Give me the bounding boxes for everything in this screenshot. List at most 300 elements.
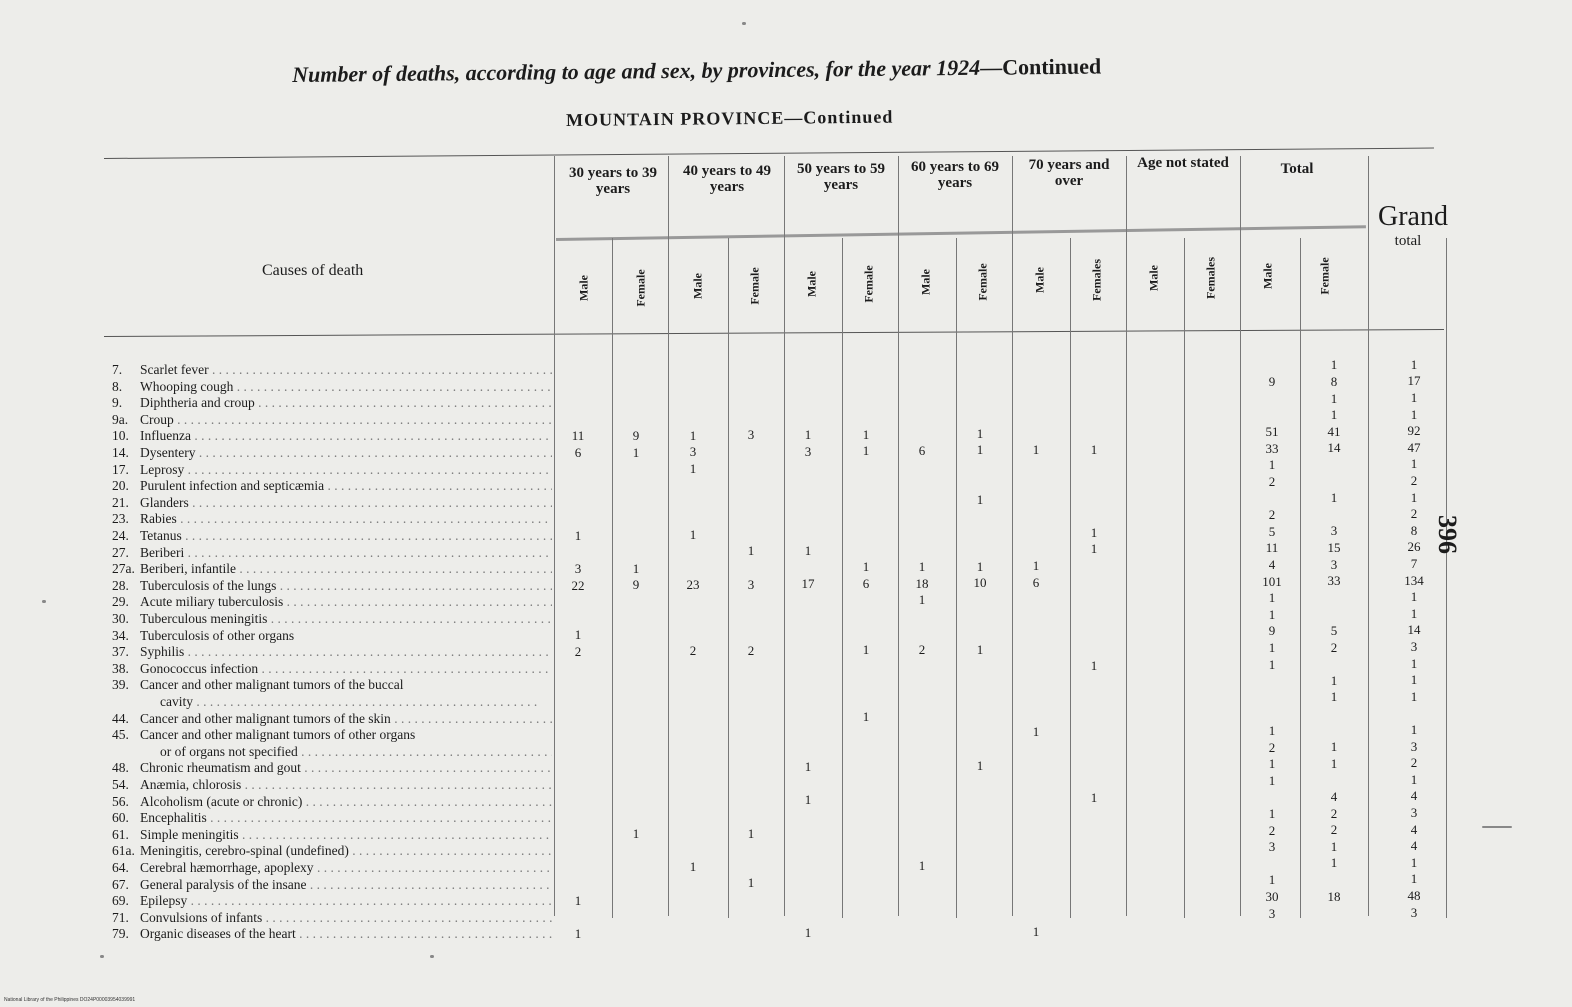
cell-tf: 8: [1330, 373, 1338, 389]
cause-number: 64.: [112, 860, 129, 875]
cause-label: [112, 677, 552, 693]
cause-name: General paralysis of the insane: [140, 876, 307, 892]
cell-tm: 1: [1268, 872, 1276, 888]
cell-tf: 18: [1327, 888, 1341, 904]
grand-total-line2: total: [1394, 233, 1422, 249]
cause-number: 14.: [112, 445, 129, 460]
cell-m30: 1: [574, 627, 582, 643]
subheader-female-4: [975, 252, 991, 312]
cell-m50: 1: [804, 426, 812, 442]
paper-speck: [100, 955, 104, 958]
cause-name: Diphtheria and croup: [140, 395, 255, 411]
cell-tf: 33: [1327, 573, 1341, 589]
subheader-female-7: [1317, 246, 1333, 306]
cell-f40: 2: [747, 643, 755, 659]
column-rule: [554, 156, 555, 916]
subheader-male-6: [1146, 248, 1162, 308]
cell-m40: 1: [689, 460, 697, 476]
cell-f60: 1: [976, 442, 984, 458]
cell-gt: 1: [1410, 871, 1418, 887]
cell-gt: 1: [1410, 406, 1418, 422]
cell-gt: 134: [1404, 572, 1424, 588]
cell-tm: 5: [1268, 523, 1276, 539]
cell-tf: 1: [1330, 357, 1338, 373]
cell-m30: 1: [574, 527, 582, 543]
cell-m60: 2: [918, 642, 926, 658]
subheader-male-7: [1260, 246, 1276, 306]
cause-name: Scarlet fever: [140, 362, 209, 377]
cell-tm: 4: [1268, 556, 1276, 572]
cell-m30: 1: [574, 926, 582, 942]
subheader-label: Male: [1146, 265, 1161, 291]
cell-gt: 1: [1410, 390, 1418, 406]
cause-label: [112, 379, 552, 395]
cell-tf: 1: [1330, 855, 1338, 871]
cause-name: Influenza: [140, 428, 191, 444]
title-continued: —Continued: [980, 53, 1102, 80]
cause-name: Syphilis: [140, 644, 185, 660]
cause-label: [112, 661, 552, 677]
cell-gt: 14: [1407, 622, 1421, 638]
cause-name: Alcoholism (acute or chronic): [140, 793, 303, 809]
cell-gt: 1: [1410, 771, 1418, 787]
cell-m70: 1: [1032, 558, 1040, 574]
cause-number: 17.: [112, 461, 129, 477]
cell-f40: 1: [747, 825, 755, 841]
cell-f40: 3: [747, 427, 755, 443]
cause-label: [112, 395, 552, 411]
cell-tm: 9: [1268, 623, 1276, 639]
cause-label: [112, 827, 552, 843]
cause-name: Chronic rheumatism and gout: [140, 760, 301, 776]
cell-tm: 101: [1262, 573, 1282, 589]
cause-name: Glanders: [140, 494, 189, 510]
cell-gt: 1: [1410, 589, 1418, 605]
cause-number: 79.: [112, 926, 129, 942]
cell-gt: 3: [1410, 738, 1418, 754]
column-rule: [784, 156, 785, 916]
cell-tm: 1: [1268, 772, 1276, 788]
cause-label: [112, 545, 552, 561]
cell-gt: 1: [1410, 356, 1418, 372]
table-top-rule: [104, 148, 1434, 159]
cause-label: [112, 412, 552, 428]
cause-name: Whooping cough: [140, 378, 234, 394]
cause-number: 23.: [112, 511, 129, 527]
cell-tm: 1: [1268, 756, 1276, 772]
causes-of-death-header: Causes of death: [262, 262, 364, 279]
cell-gt: 2: [1410, 755, 1418, 771]
cell-m40: 2: [689, 643, 697, 659]
cause-label: [112, 843, 552, 859]
cause-name: Gonococcus infection: [140, 660, 259, 676]
cause-label: [112, 711, 552, 727]
cell-f30: 9: [632, 577, 640, 593]
cell-tf: 1: [1330, 689, 1338, 705]
subheader-male-3: [804, 254, 820, 314]
subheader-male-1: [576, 258, 592, 318]
cause-label: [112, 893, 552, 909]
subheader-female-6: [1203, 248, 1219, 308]
cell-tf: 2: [1330, 639, 1338, 655]
subheader-label: Female: [633, 269, 648, 307]
cell-tm: 1: [1268, 639, 1276, 655]
cell-m60: 1: [918, 592, 926, 608]
cell-gt: 1: [1410, 722, 1418, 738]
cause-label: [112, 561, 552, 577]
cell-gt: 92: [1407, 423, 1421, 439]
cell-m50: 1: [804, 924, 812, 940]
cell-tf: 15: [1327, 539, 1341, 555]
cause-number: 9.: [112, 395, 123, 411]
cell-tm: 2: [1268, 822, 1276, 838]
cell-f30: 1: [632, 560, 640, 576]
cell-m30: 6: [574, 444, 582, 460]
cause-label: [112, 760, 552, 776]
cell-tf: 2: [1330, 805, 1338, 821]
cell-tf: 1: [1330, 838, 1338, 854]
paper-speck: [742, 22, 746, 25]
page-title: [292, 52, 1292, 88]
cell-tf: 2: [1330, 822, 1338, 838]
cause-number: 71.: [112, 909, 129, 925]
cause-label: [112, 594, 552, 610]
cell-gt: 1: [1410, 672, 1418, 688]
cell-f60: 1: [976, 757, 984, 773]
cell-tm: 3: [1268, 839, 1276, 855]
cause-number: 60.: [112, 810, 129, 826]
paper-speck: [430, 955, 434, 958]
cause-label: [112, 462, 552, 478]
cell-gt: 1: [1410, 489, 1418, 505]
cause-label: [112, 926, 552, 942]
cause-number: 48.: [112, 760, 129, 776]
cell-tm: 3: [1268, 905, 1276, 921]
group-header-3: 50 years to 59 years: [797, 161, 885, 193]
cause-name: Cancer and other malignant tumors of the skin: [140, 710, 391, 726]
cause-number: 7.: [112, 362, 123, 377]
column-rule: [842, 238, 843, 918]
cause-number: 9a.: [112, 411, 129, 427]
cause-number: 37.: [112, 644, 129, 660]
column-rule: [1070, 238, 1071, 918]
cell-gt: 1: [1410, 688, 1418, 704]
cell-m30: 3: [574, 561, 582, 577]
cell-tf: 1: [1330, 390, 1338, 406]
cause-name: Tuberculous meningitis: [140, 611, 268, 626]
cause-number: 34.: [112, 627, 129, 643]
cell-tm: 51: [1265, 424, 1279, 440]
cell-m30: 1: [574, 893, 582, 909]
cause-name: Purulent infection and septicæmia: [140, 478, 325, 494]
cause-name: or of organs not specified: [160, 743, 298, 759]
cause-label: [112, 428, 552, 444]
cell-m50: 1: [804, 792, 812, 808]
subheader-male-5: [1032, 250, 1048, 310]
subheader-female-3: [861, 254, 877, 314]
group-header-2: 40 years to 49 years: [683, 163, 771, 195]
cause-label: [112, 860, 552, 876]
subheader-label: Male: [690, 273, 705, 299]
cell-m40: 1: [689, 427, 697, 443]
cause-number: 30.: [112, 611, 129, 626]
cause-label: [112, 644, 552, 660]
cell-m40: 3: [689, 444, 697, 460]
group-header-4: 60 years to 69 years: [911, 159, 999, 191]
cell-m30: 22: [571, 577, 585, 593]
subheader-male-2: [690, 256, 706, 316]
cause-label: [112, 794, 552, 810]
cell-f50: 1: [862, 426, 870, 442]
page-number: 396: [1433, 515, 1462, 554]
cell-f50: 1: [862, 708, 870, 724]
subheader-label: Male: [918, 269, 933, 295]
cell-m40: 1: [689, 527, 697, 543]
cell-f50: 1: [862, 443, 870, 459]
cause-label: [112, 578, 552, 594]
paper-speck: [42, 600, 46, 603]
cause-number: 10.: [112, 428, 129, 444]
column-rule: [1240, 156, 1241, 916]
cell-tf: 1: [1330, 672, 1338, 688]
cell-m60: 1: [918, 559, 926, 575]
cell-m50: 1: [804, 758, 812, 774]
subheader-female-1: [633, 258, 649, 318]
cause-number: 54.: [112, 777, 129, 792]
cause-name: Beriberi, infantile: [140, 561, 236, 577]
cell-tf: 5: [1330, 622, 1338, 638]
cause-number: 20.: [112, 478, 129, 494]
cause-label: [112, 777, 552, 793]
cell-tm: 1: [1268, 457, 1276, 473]
cause-name: cavity: [160, 694, 193, 709]
column-rule: [1126, 156, 1127, 916]
subheader-label: Male: [1260, 263, 1275, 289]
cause-label: [112, 810, 552, 826]
cause-number: 27a.: [112, 561, 135, 577]
cause-name: Anæmia, chlorosis: [140, 777, 242, 792]
cell-gt: 3: [1410, 805, 1418, 821]
cell-gt: 3: [1410, 904, 1418, 920]
cell-gt: 1: [1410, 605, 1418, 621]
cause-name: Croup: [140, 411, 174, 427]
cell-m50: 17: [801, 576, 815, 592]
cell-tf: 4: [1330, 788, 1338, 804]
cause-number: 24.: [112, 528, 129, 543]
cell-tm: 30: [1265, 888, 1279, 904]
cause-name: Rabies: [140, 511, 177, 527]
cell-f30: 1: [632, 826, 640, 842]
cause-name: Dysentery: [140, 445, 196, 460]
cell-tf: 1: [1330, 407, 1338, 423]
column-rule: [1368, 156, 1369, 916]
subheader-male-4: [918, 252, 934, 312]
subheader-female-2: [747, 256, 763, 316]
cell-gt: 17: [1407, 373, 1421, 389]
column-rule: [668, 156, 669, 916]
cause-name: Tetanus: [140, 528, 182, 543]
cell-tm: 1: [1268, 805, 1276, 821]
cell-f50: 1: [862, 642, 870, 658]
cell-gt: 26: [1407, 539, 1421, 555]
column-rule: [898, 156, 899, 916]
cell-tf: 1: [1330, 739, 1338, 755]
paper-speck: [1482, 826, 1512, 828]
cell-f60: 1: [976, 558, 984, 574]
subheader-label: Female: [975, 263, 990, 301]
subheader-label: Females: [1203, 257, 1218, 299]
cause-number: 27.: [112, 544, 129, 560]
subheader-label: Male: [1032, 267, 1047, 293]
cause-number: 69.: [112, 893, 129, 909]
column-rule: [612, 238, 613, 918]
cell-tm: 1: [1268, 590, 1276, 606]
cause-name: Cancer and other malignant tumors of the buccal: [140, 677, 404, 693]
column-rule: [956, 238, 957, 918]
cell-gt: 1: [1410, 655, 1418, 671]
cause-name: Tuberculosis of other organs: [140, 627, 295, 643]
subheader-female-5: [1089, 250, 1105, 310]
cell-tm: 2: [1268, 739, 1276, 755]
cause-name: Cancer and other malignant tumors of other organs: [140, 727, 416, 743]
cell-gt: 4: [1410, 788, 1418, 804]
cell-m50: 1: [804, 543, 812, 559]
cell-tf: 1: [1330, 490, 1338, 506]
cause-label: [112, 628, 552, 644]
cell-gt: 47: [1407, 439, 1421, 455]
cell-f70: 1: [1090, 441, 1098, 457]
cause-name: Epilepsy: [140, 893, 188, 909]
cell-m60: 6: [918, 442, 926, 458]
subheader-label: Male: [804, 271, 819, 297]
cell-m40: 1: [689, 859, 697, 875]
cell-f40: 1: [747, 543, 755, 559]
group-rule: [556, 225, 1366, 241]
cause-label: [112, 362, 552, 378]
group-header-6: Age not stated: [1137, 155, 1229, 171]
column-rule: [728, 238, 729, 918]
cause-name: Acute miliary tuberculosis: [140, 594, 284, 610]
group-header-5: 70 years and over: [1028, 157, 1110, 189]
cell-m30: 11: [571, 428, 585, 444]
cell-gt: 4: [1410, 821, 1418, 837]
cause-name: Organic diseases of the heart: [140, 926, 296, 942]
cell-gt: 1: [1410, 456, 1418, 472]
cause-number: 67.: [112, 876, 129, 892]
cell-tf: 3: [1330, 523, 1338, 539]
cause-label: [160, 694, 552, 710]
cause-number: 61.: [112, 826, 129, 842]
cell-tm: 2: [1268, 507, 1276, 523]
grand-total-line1: Grand: [1378, 201, 1448, 232]
footer-credit: National Library of the Philippines DO24P00003954039991: [4, 997, 136, 1003]
column-rule: [1446, 238, 1447, 918]
subheader-label: Female: [1317, 257, 1332, 295]
cell-tf: 1: [1330, 755, 1338, 771]
cause-label: [112, 528, 552, 544]
cause-number: 44.: [112, 710, 129, 726]
cause-name: Leprosy: [140, 461, 185, 477]
cell-f70: 1: [1090, 524, 1098, 540]
cause-number: 61a.: [112, 843, 135, 859]
cell-gt: 7: [1410, 556, 1418, 572]
cell-m40: 23: [686, 577, 700, 592]
column-rule: [1012, 156, 1013, 916]
cell-gt: 2: [1410, 473, 1418, 489]
cause-number: 56.: [112, 793, 129, 809]
cell-f40: 1: [747, 875, 755, 891]
cell-tf: 14: [1327, 440, 1341, 456]
grand-total-header: [1378, 201, 1448, 250]
cause-label: [112, 727, 552, 743]
cause-number: 29.: [112, 594, 129, 610]
cell-m50: 3: [804, 443, 812, 459]
cause-number: 45.: [112, 727, 129, 743]
cause-label: [112, 877, 552, 893]
cell-tm: 1: [1268, 606, 1276, 622]
cause-name: Tuberculosis of the lungs: [140, 577, 277, 593]
cause-number: 8.: [112, 378, 123, 394]
cause-label: [112, 478, 552, 494]
cell-m70: 1: [1032, 724, 1040, 740]
cause-number: 28.: [112, 577, 129, 593]
cell-gt: 1: [1410, 854, 1418, 870]
group-header-1: 30 years to 39 years: [569, 165, 657, 197]
cause-name: Encephalitis: [140, 810, 207, 826]
column-rule: [1184, 238, 1185, 918]
subheader-label: Female: [861, 265, 876, 303]
cell-gt: 3: [1410, 639, 1418, 655]
cause-name: Cerebral hæmorrhage, apoplexy: [140, 860, 314, 875]
cell-f70: 1: [1090, 541, 1098, 557]
cell-f50: 1: [862, 559, 870, 575]
cause-number: 38.: [112, 660, 129, 676]
cell-tm: 1: [1268, 656, 1276, 672]
cell-f30: 1: [632, 444, 640, 460]
cell-f70: 1: [1090, 657, 1098, 673]
group-header-7: Total: [1280, 161, 1314, 177]
subheader-label: Male: [576, 275, 591, 301]
cause-name: Convulsions of infants: [140, 909, 263, 925]
cause-label: [112, 495, 552, 511]
cell-gt: 2: [1410, 506, 1418, 522]
cell-f50: 6: [862, 575, 870, 591]
cause-name: Simple meningitis: [140, 826, 239, 842]
cell-m70: 1: [1032, 923, 1040, 939]
cause-number: 39.: [112, 677, 129, 693]
subheader-label: Females: [1089, 259, 1104, 301]
cell-f60: 10: [973, 575, 987, 591]
cell-tm: 33: [1265, 440, 1279, 456]
cause-number: 21.: [112, 494, 129, 510]
column-rule: [1300, 238, 1301, 918]
cell-f40: 3: [747, 576, 755, 592]
cell-m60: 18: [915, 575, 929, 591]
cell-m70: 1: [1032, 442, 1040, 458]
header-bottom-rule: [104, 329, 1444, 337]
cell-tm: 11: [1265, 540, 1279, 556]
cause-name: Beriberi: [140, 544, 185, 560]
page-subtitle: MOUNTAIN PROVINCE—Continued: [566, 106, 894, 130]
cause-label: [112, 611, 552, 627]
cell-tm: 9: [1268, 374, 1276, 390]
cell-tf: 3: [1330, 556, 1338, 572]
cell-gt: 48: [1407, 888, 1421, 904]
cell-m70: 6: [1032, 574, 1040, 590]
cell-tf: 41: [1327, 423, 1341, 439]
cause-name: Meningitis, cerebro-spinal (undefined): [140, 843, 349, 859]
cell-gt: 4: [1410, 838, 1418, 854]
